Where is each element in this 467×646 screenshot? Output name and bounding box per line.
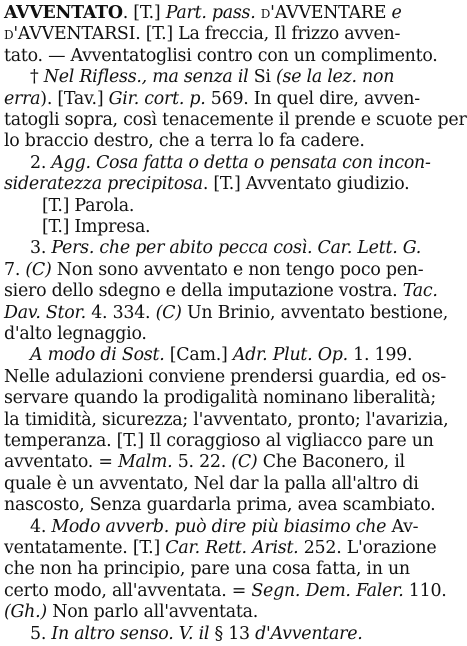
text-run: . [T.] Avventato giudizio. (202, 174, 410, 195)
text-line (0, 493, 467, 517)
text-run: 4. 334. (85, 302, 156, 323)
text-run: che non ha principio, pare una cosa fatta, in un (4, 559, 410, 580)
text-run: temperanza. [T.] Il coraggioso al vigliacco pare un (4, 431, 434, 451)
text-line (0, 1, 467, 25)
text-run: d'Avventare. (255, 623, 363, 644)
text-line (0, 450, 467, 474)
text-line (0, 557, 467, 581)
text-line (0, 600, 467, 624)
text-run: Adr. Plut. Op. (232, 345, 348, 366)
text-run: Che Baconero, il (257, 452, 405, 473)
text-run: Agg. Cosa fatta o detta o pensata con incon- (51, 152, 431, 173)
text-line (0, 579, 467, 603)
text-run: e (391, 3, 402, 23)
text-run: sideratezza precipitosa (4, 174, 203, 195)
text-run: Tac. (402, 281, 438, 302)
text-run: (C) (25, 259, 52, 280)
text-run: Dav. Stor. (4, 302, 86, 323)
text-run: Gir. cort. p. (108, 88, 206, 109)
text-line (0, 408, 467, 432)
text-line (0, 279, 467, 303)
text-run: Non sono avventato e non tengo poco pen- (51, 259, 424, 280)
text-run: ventatamente. [T.] (4, 538, 166, 558)
text-line (0, 108, 467, 132)
text-run: tato. — Avventatoglisi contro con un complimento. (4, 45, 438, 66)
text-line (0, 258, 467, 282)
text-run: (C) (155, 302, 182, 323)
text-run: § 13 (209, 623, 256, 644)
text-run: d'AVVENTARSI. (4, 24, 146, 45)
text-run: quale è un avventato, Nel dar la palla all'altro di (4, 473, 419, 494)
text-run: (C) (231, 452, 258, 473)
text-run: [T.] Parola. (42, 195, 135, 216)
text-run: 1. 199. (347, 345, 413, 366)
text-run: 252. L'orazione (298, 538, 437, 558)
text-line (0, 365, 467, 389)
text-line (0, 301, 467, 325)
text-run: lo braccio destro, che a terra lo fa cadere. (4, 131, 365, 152)
text-run: 5. 22. (172, 452, 232, 473)
text-run: ). [Tav.] (40, 88, 109, 109)
text-line (0, 515, 467, 539)
text-run: tatogli sopra, così tenacemente il prende e scuote per (4, 110, 467, 130)
text-run: Pers. che per abito pecca così. Car. Lett. G. (51, 238, 422, 259)
text-run: Nel Rifless., ma senza il (43, 67, 249, 88)
text-run: Segn. Dem. Faler. (251, 580, 404, 601)
text-run: (Gh.) (4, 602, 47, 623)
text-run: 2. (30, 152, 52, 173)
text-run: Non parlo all'avventata. (46, 602, 259, 623)
text-line (0, 151, 467, 175)
text-run: la timidità, sicurezza; l'avventato, pronto; l'avarizia, (4, 409, 449, 430)
text-line (0, 129, 467, 153)
text-run: nascosto, Senza guardarla prima, avea scambiato. (4, 495, 436, 516)
text-line (0, 87, 467, 111)
text-line (0, 386, 467, 410)
text-run: Car. Rett. Arist. (165, 538, 299, 558)
text-run: A modo di Sost. (30, 345, 165, 366)
text-line (0, 343, 467, 367)
text-line (0, 215, 467, 239)
text-run: Nelle adulazioni conviene prendersi guardia, ed os- (4, 366, 446, 387)
text-run: 110. (403, 580, 447, 601)
text-run: 5. (30, 623, 52, 644)
text-run: 569. In quel dire, avven- (205, 88, 420, 109)
text-run: Malm. (117, 452, 173, 473)
text-line (0, 22, 467, 46)
text-line (0, 172, 467, 196)
text-run: [T.] Impresa. (42, 217, 151, 237)
text-line (0, 322, 467, 346)
text-run: Av- (386, 516, 419, 537)
text-run: In altro senso. V. il (51, 623, 210, 644)
text-run: [T.] La freccia, Il frizzo avven- (145, 24, 401, 45)
text-run: 7. (4, 259, 26, 280)
text-line (0, 65, 467, 89)
text-line (0, 472, 467, 496)
text-run: Un Brinio, avventato bestione, (181, 302, 449, 323)
text-run: d'alto legnaggio. (4, 324, 147, 344)
text-run: 4. (30, 516, 52, 537)
text-run: Part. pass. (165, 3, 256, 23)
text-run: d'AVVENTARE (255, 3, 392, 23)
text-line (0, 236, 467, 260)
text-line (0, 536, 467, 560)
text-run: certo modo, all'avventata. = (4, 580, 252, 601)
text-run: Si (248, 67, 276, 88)
text-run: Modo avverb. può dire più biasimo che (51, 516, 387, 537)
text-run: (se la lez. non (276, 67, 395, 88)
text-run: [Cam.] (164, 345, 233, 366)
text-run: . [T.] (122, 3, 166, 23)
text-run: erra (4, 88, 41, 109)
text-line (0, 429, 467, 453)
text-run: avventato. = (4, 452, 118, 473)
text-run: servare quando la prodigalità nominano liberalità; (4, 388, 437, 409)
text-run: † (30, 67, 44, 88)
text-line (0, 44, 467, 68)
text-run: AVVENTATO (4, 3, 123, 23)
text-line (0, 194, 467, 218)
text-run: siero dello sdegno e della imputazione vostra. (4, 281, 403, 302)
text-run: 3. (30, 238, 52, 259)
text-line (0, 622, 467, 646)
